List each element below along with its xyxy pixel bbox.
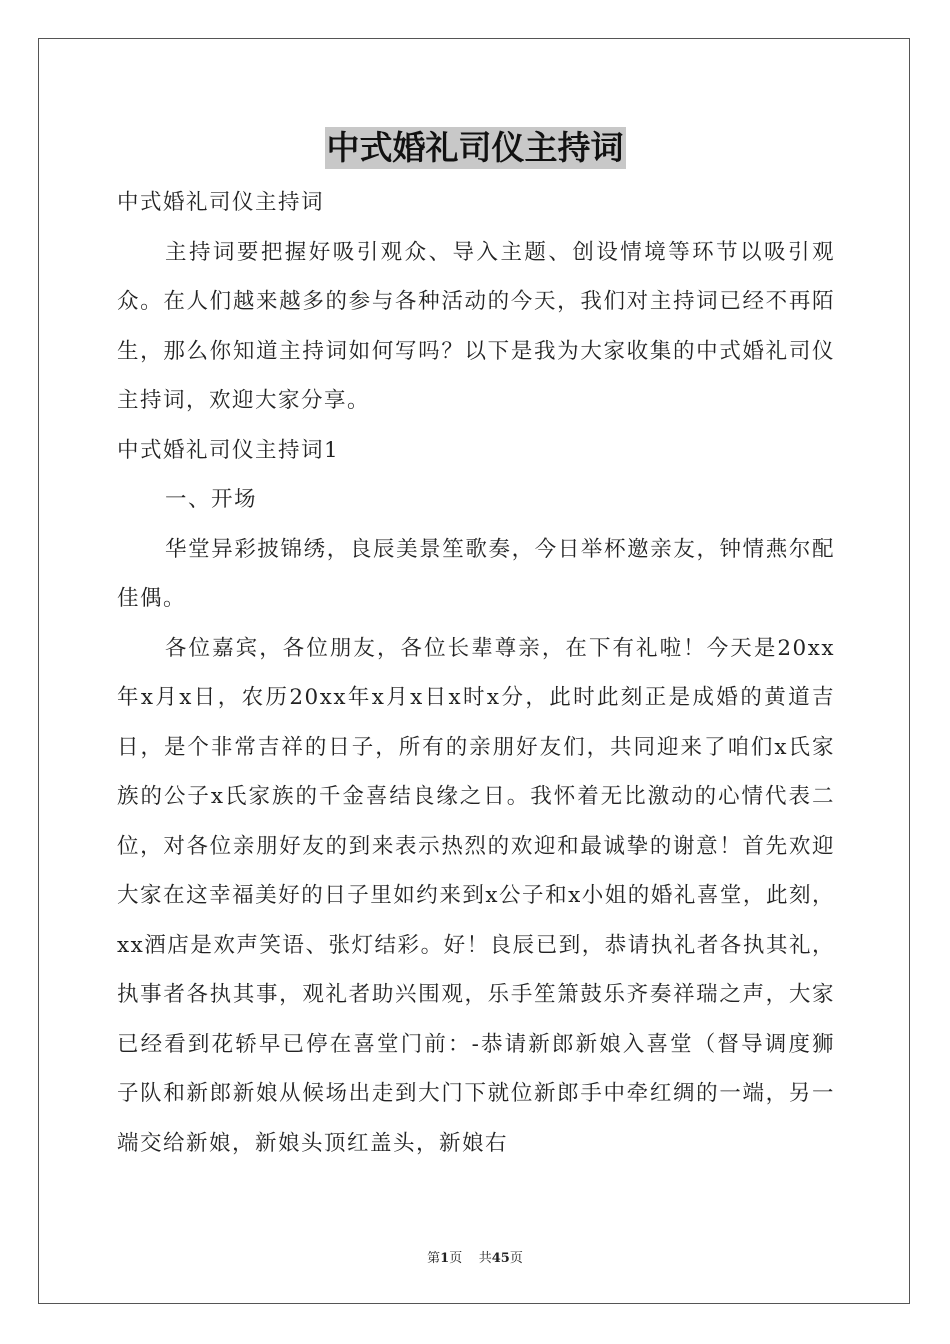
footer-page-number: 1: [440, 1251, 450, 1266]
paragraph-main: 各位嘉宾，各位朋友，各位长辈尊亲，在下有礼啦！今天是20xx年x月x日，农历20xx年x月x日x时x分，此时此刻正是成婚的黄道吉日，是个非常吉祥的日子，所有的亲朋好友们，共同迎来了咱们x氏家族的公子x氏家族的千金喜结良缘之日。我怀着无比激动的心情代表二位，对各位亲朋好友的到来表示热烈的欢迎和最诚挚的谢意！首先欢迎大家在这幸福美好的日子里如约来到x公子和x小姐的婚礼喜堂，此刻，xx酒店是欢声笑语、张灯结彩。好！良辰已到，恭请执礼者各执其礼，执事者各执其事，观礼者助兴围观，乐手笙箫鼓乐齐奏祥瑞之声，大家已经看到花轿早已停在喜堂门前：-恭请新郎新娘入喜堂（督导调度狮子队和新郎新娘从候场出走到大门下就位新郎手中牵红绸的一端，另一端交给新娘，新娘头顶红盖头，新娘右: [117, 635, 835, 1156]
paragraph-intro: 主持词要把握好吸引观众、导入主题、创设情境等环节以吸引观众。在人们越来越多的参与各种活动的今天，我们对主持词已经不再陌生，那么你知道主持词如何写吗？以下是我为大家收集的中式婚礼司仪主持词，欢迎大家分享。: [117, 239, 835, 413]
paragraph-poem: 华堂异彩披锦绣，良辰美景笙歌奏，今日举杯邀亲友，钟情燕尔配佳偶。: [117, 536, 835, 611]
footer-total-suffix: 页: [509, 1251, 523, 1266]
document-title: 中式婚礼司仪主持词: [326, 128, 624, 167]
paragraph-section-heading: 中式婚礼司仪主持词1: [117, 437, 340, 463]
footer-prefix: 第: [427, 1251, 441, 1266]
document-body: [117, 178, 835, 1168]
title-container: [0, 127, 950, 169]
footer-page-suffix: 页: [449, 1251, 463, 1266]
footer-total-prefix: 共: [478, 1251, 492, 1266]
paragraph-subtitle: 中式婚礼司仪主持词: [117, 190, 325, 215]
page-footer: [0, 1247, 950, 1266]
paragraph-subheading: 一、开场: [165, 487, 258, 512]
footer-total-pages: 45: [491, 1251, 510, 1266]
